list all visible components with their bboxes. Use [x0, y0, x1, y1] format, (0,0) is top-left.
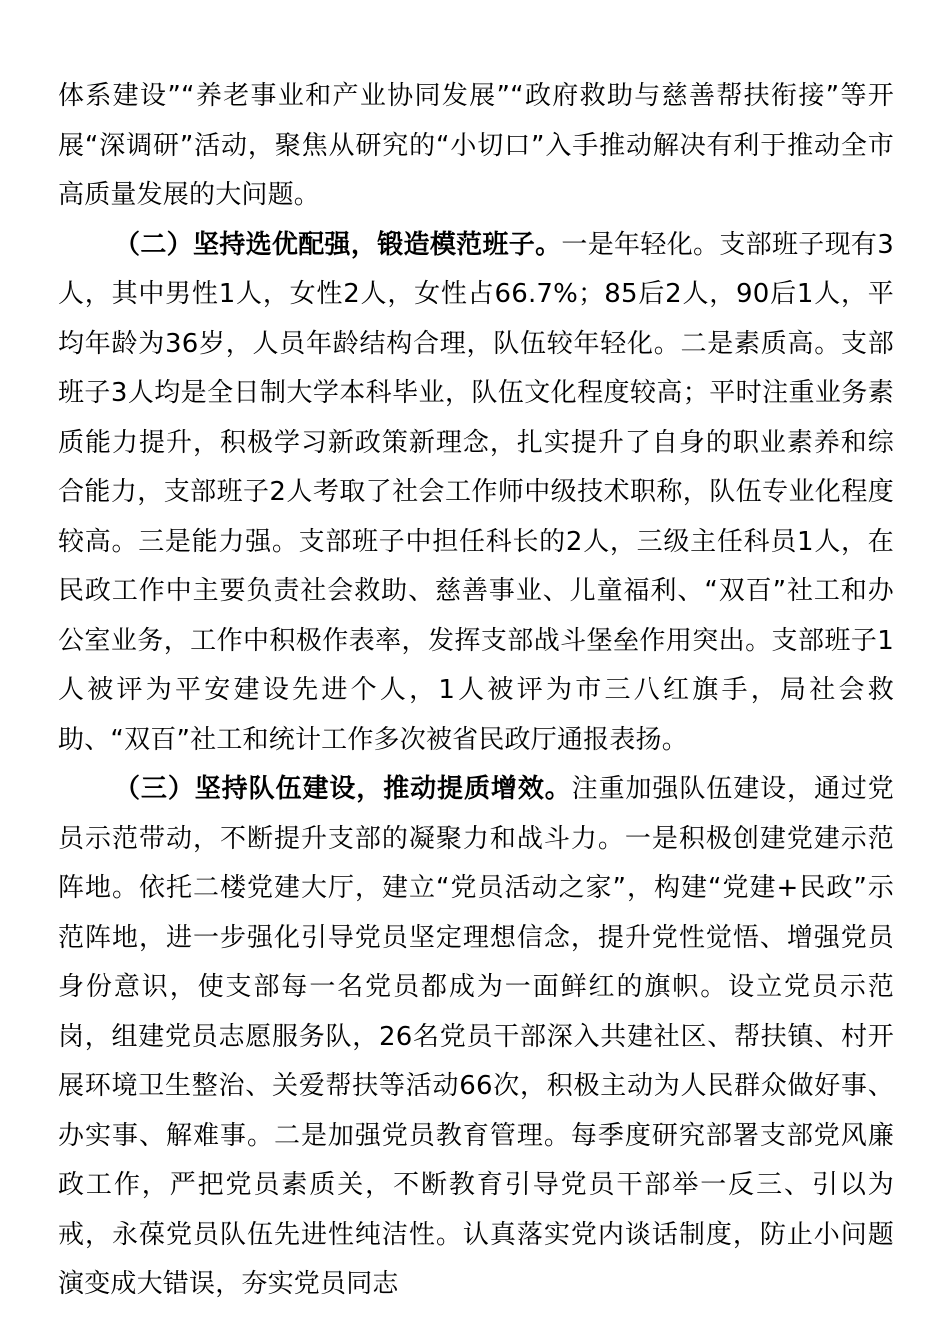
paragraph-text: 体系建设”“养老事业和产业协同发展”“政府救助与慈善帮扶衔接”等开展“深调研”活动，聚焦从研究的“小切口”入手推动解决有利于推动全市高质量发展的大问题。: [58, 81, 894, 210]
paragraph-section-2: [58, 221, 894, 766]
section-heading: （三）坚持队伍建设，推动提质增效。: [114, 774, 572, 804]
document-page: [58, 72, 894, 1310]
paragraph-text: 注重加强队伍建设，通过党员示范带动，不断提升支部的凝聚力和战斗力。一是积极创建党建示范阵地。依托二楼党建大厅，建立“党员活动之家”，构建“党建+民政”示范阵地，进一步强化引导党员坚定理想信念，提升党性觉悟、增强党员身份意识，使支部每一名党员都成为一面鲜红的旗帜。设立党员示范岗，组建党员志愿服务队，26名党员干部深入共建社区、帮扶镇、村开展环境卫生整治、关爱帮扶等活动66次，积极主动为人民群众做好事、办实事、解难事。二是加强党员教育管理。每季度研究部署支部党风廉政工作，严把党员素质关，不断教育引导党员干部举一反三、引以为戒，永葆党员队伍先进性纯洁性。认真落实党内谈话制度，防止小问题演变成大错误，夯实党员同志: [58, 774, 895, 1299]
section-heading: （二）坚持选优配强，锻造模范班子。: [114, 229, 562, 260]
paragraph-continuation: [58, 72, 894, 221]
paragraph-text: 一是年轻化。支部班子现有3人，其中男性1人，女性2人，女性占66.7%；85后2人，90后1人，平均年龄为36岁，人员年龄结构合理，队伍较年轻化。二是素质高。支部班子3人均是全日制大学本科毕业，队伍文化程度较高；平时注重业务素质能力提升，积极学习新政策新理念，扎实提升了自身的职业素养和综合能力，支部班子2人考取了社会工作师中级技术职称，队伍专业化程度较高。三是能力强。支部班子中担任科长的2人，三级主任科员1人，在民政工作中主要负责社会救助、慈善事业、儿童福利、“双百”社工和办公室业务，工作中积极作表率，发挥支部战斗堡垒作用突出。支部班子1人被评为平安建设先进个人，1人被评为市三八红旗手，局社会救助、“双百”社工和统计工作多次被省民政厅通报表扬。: [58, 229, 894, 755]
paragraph-section-3: [58, 765, 894, 1310]
